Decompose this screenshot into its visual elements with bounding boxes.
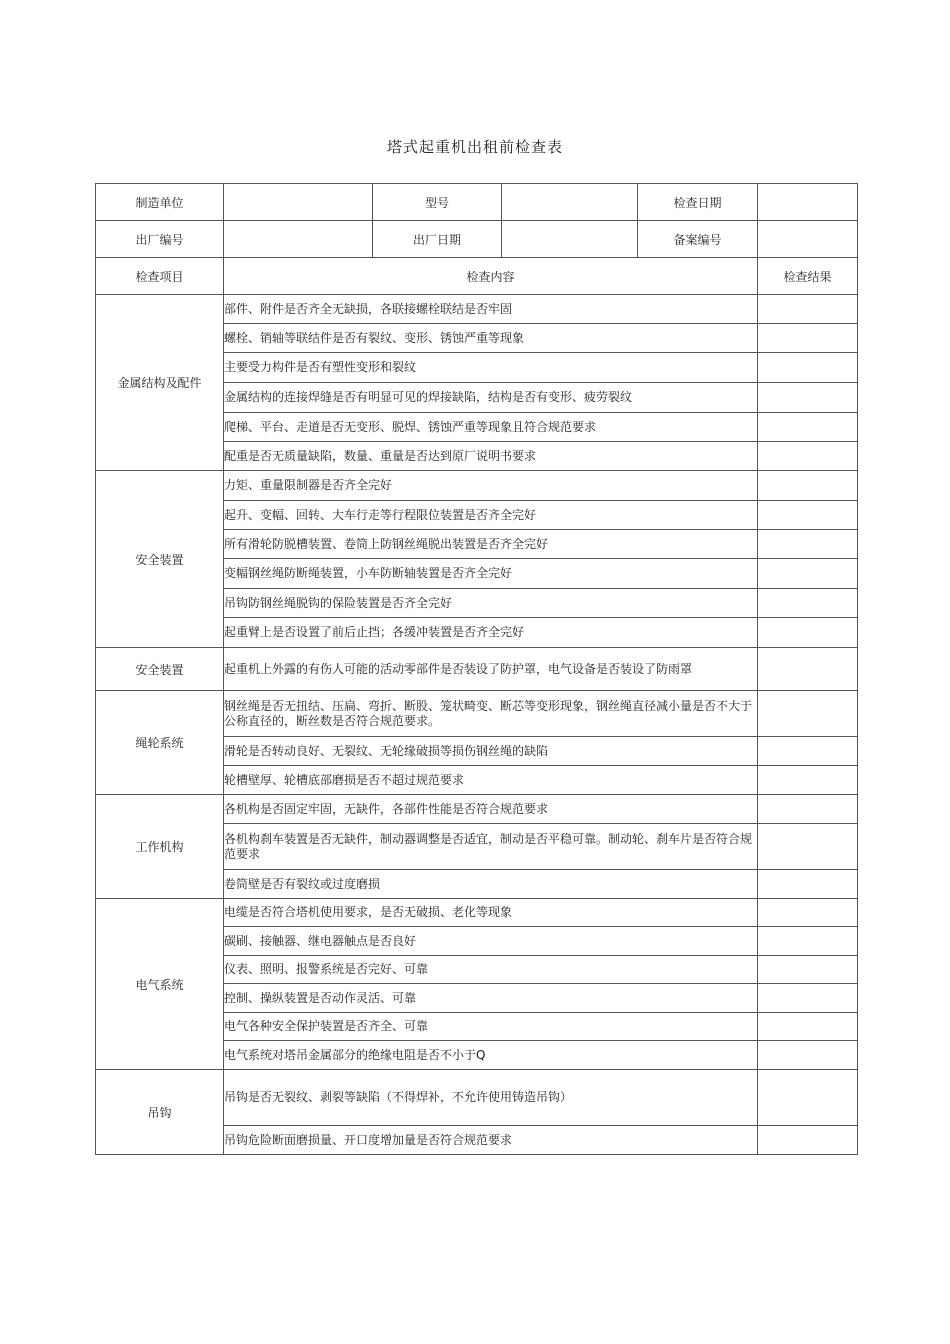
check-item: 变幅钢丝绳防断绳装置，小车防断轴装置是否齐全完好	[224, 559, 758, 589]
section-name: 金属结构及配件	[96, 295, 224, 471]
check-result-cell[interactable]	[758, 618, 858, 648]
check-result-cell[interactable]	[758, 870, 858, 899]
check-result-cell[interactable]	[758, 956, 858, 984]
form-title: 塔式起重机出租前检查表	[386, 138, 563, 156]
check-result-cell[interactable]	[758, 1126, 858, 1155]
check-result-cell[interactable]	[758, 737, 858, 766]
col-item-header: 检查项目	[96, 258, 224, 295]
col-content-header: 检查内容	[224, 258, 758, 295]
serial-label: 出厂编号	[96, 221, 224, 258]
check-item: 电缆是否符合塔机使用要求，是否无破损、老化等现象	[224, 899, 758, 927]
check-item: 起重机上外露的有伤人可能的活动零部件是否装设了防护罩，电气设备是否装设了防雨罩	[224, 648, 758, 691]
check-result-cell[interactable]	[758, 353, 858, 383]
table-row	[96, 795, 858, 824]
header-row-1	[96, 184, 858, 221]
check-item: 吊钩是否无裂纹、剥裂等缺陷（不得焊补，不允许使用铸造吊钩）	[224, 1070, 758, 1126]
check-result-cell[interactable]	[758, 691, 858, 737]
check-result-cell[interactable]	[758, 648, 858, 691]
section-name: 电气系统	[96, 899, 224, 1070]
check-item: 钢丝绳是否无扭结、压扁、弯折、断股、笼状畸变、断芯等变形现象，钢丝绳直径减小量是否不大于公称直径的，断丝数是否符合规范要求。	[224, 691, 758, 737]
check-item: 配重是否无质量缺陷，数量、重量是否达到原厂说明书要求	[224, 442, 758, 471]
check-item: 卷筒壁是否有裂纹或过度磨损	[224, 870, 758, 899]
section-name: 安全装置	[96, 648, 224, 691]
check-item: 金属结构的连接焊缝是否有明显可见的焊接缺陷，结构是否有变形、疲劳裂纹	[224, 383, 758, 413]
check-item: 起重臂上是否设置了前后止挡；各缓冲装置是否齐全完好	[224, 618, 758, 648]
check-item: 各机构刹车装置是否无缺件，制动器调整是否适宜，制动是否平稳可靠。制动轮、刹车片是否符合规范要求	[224, 824, 758, 870]
check-item: 轮槽壁厚、轮槽底部磨损是否不超过规范要求	[224, 766, 758, 795]
maker-value[interactable]	[224, 184, 373, 221]
serial-value[interactable]	[224, 221, 373, 258]
record-no-label: 备案编号	[638, 221, 758, 258]
check-result-cell[interactable]	[758, 471, 858, 501]
table-row	[96, 899, 858, 927]
check-item: 主要受力构件是否有塑性变形和裂纹	[224, 353, 758, 383]
table-row	[96, 1070, 858, 1126]
check-result-cell[interactable]	[758, 899, 858, 927]
check-result-cell[interactable]	[758, 559, 858, 589]
check-date-label: 检查日期	[638, 184, 758, 221]
check-result-cell[interactable]	[758, 295, 858, 324]
section-name: 安全装置	[96, 471, 224, 648]
check-item: 螺栓、销轴等联结件是否有裂纹、变形、锈蚀严重等现象	[224, 324, 758, 353]
check-item: 起升、变幅、回转、大车行走等行程限位装置是否齐全完好	[224, 501, 758, 530]
model-value[interactable]	[502, 184, 638, 221]
check-result-cell[interactable]	[758, 927, 858, 956]
check-result-cell[interactable]	[758, 1013, 858, 1041]
check-result-cell[interactable]	[758, 589, 858, 618]
mfg-date-value[interactable]	[502, 221, 638, 258]
mfg-date-label: 出厂日期	[373, 221, 502, 258]
check-item: 电气系统对塔吊金属部分的绝缘电阻是否不小于Q	[224, 1041, 758, 1070]
check-item: 吊钩危险断面磨损量、开口度增加量是否符合规范要求	[224, 1126, 758, 1155]
check-item: 吊钩防钢丝绳脱钩的保险装置是否齐全完好	[224, 589, 758, 618]
check-result-cell[interactable]	[758, 413, 858, 442]
table-row	[96, 295, 858, 324]
check-date-value[interactable]	[758, 184, 858, 221]
check-item: 滑轮是否转动良好、无裂纹、无轮缘破损等损伤钢丝绳的缺陷	[224, 737, 758, 766]
check-item: 仪表、照明、报警系统是否完好、可靠	[224, 956, 758, 984]
check-item: 所有滑轮防脱槽装置、卷筒上防钢丝绳脱出装置是否齐全完好	[224, 530, 758, 559]
check-item: 各机构是否固定牢固，无缺件，各部件性能是否符合规范要求	[224, 795, 758, 824]
check-result-cell[interactable]	[758, 383, 858, 413]
inspection-table	[95, 183, 858, 1155]
maker-label: 制造单位	[96, 184, 224, 221]
model-label: 型号	[373, 184, 502, 221]
section-name: 绳轮系统	[96, 691, 224, 795]
check-item: 电气各种安全保护装置是否齐全、可靠	[224, 1013, 758, 1041]
section-name: 吊钩	[96, 1070, 224, 1155]
check-result-cell[interactable]	[758, 984, 858, 1013]
check-result-cell[interactable]	[758, 501, 858, 530]
check-result-cell[interactable]	[758, 824, 858, 870]
check-result-cell[interactable]	[758, 1070, 858, 1126]
check-item: 控制、操纵装置是否动作灵活、可靠	[224, 984, 758, 1013]
check-item: 碳刷、接触器、继电器触点是否良好	[224, 927, 758, 956]
section-name: 工作机构	[96, 795, 224, 899]
table-row	[96, 648, 858, 691]
check-result-cell[interactable]	[758, 1041, 858, 1070]
check-item: 力矩、重量限制器是否齐全完好	[224, 471, 758, 501]
check-item: 部件、附件是否齐全无缺损，各联接螺栓联结是否牢固	[224, 295, 758, 324]
check-item: 爬梯、平台、走道是否无变形、脱焊、锈蚀严重等现象且符合规范要求	[224, 413, 758, 442]
check-result-cell[interactable]	[758, 324, 858, 353]
table-row	[96, 691, 858, 737]
check-result-cell[interactable]	[758, 442, 858, 471]
check-result-cell[interactable]	[758, 530, 858, 559]
table-row	[96, 471, 858, 501]
col-result-header: 检查结果	[758, 258, 858, 295]
check-result-cell[interactable]	[758, 795, 858, 824]
column-header-row	[96, 258, 858, 295]
record-no-value[interactable]	[758, 221, 858, 258]
header-row-2	[96, 221, 858, 258]
check-result-cell[interactable]	[758, 766, 858, 795]
